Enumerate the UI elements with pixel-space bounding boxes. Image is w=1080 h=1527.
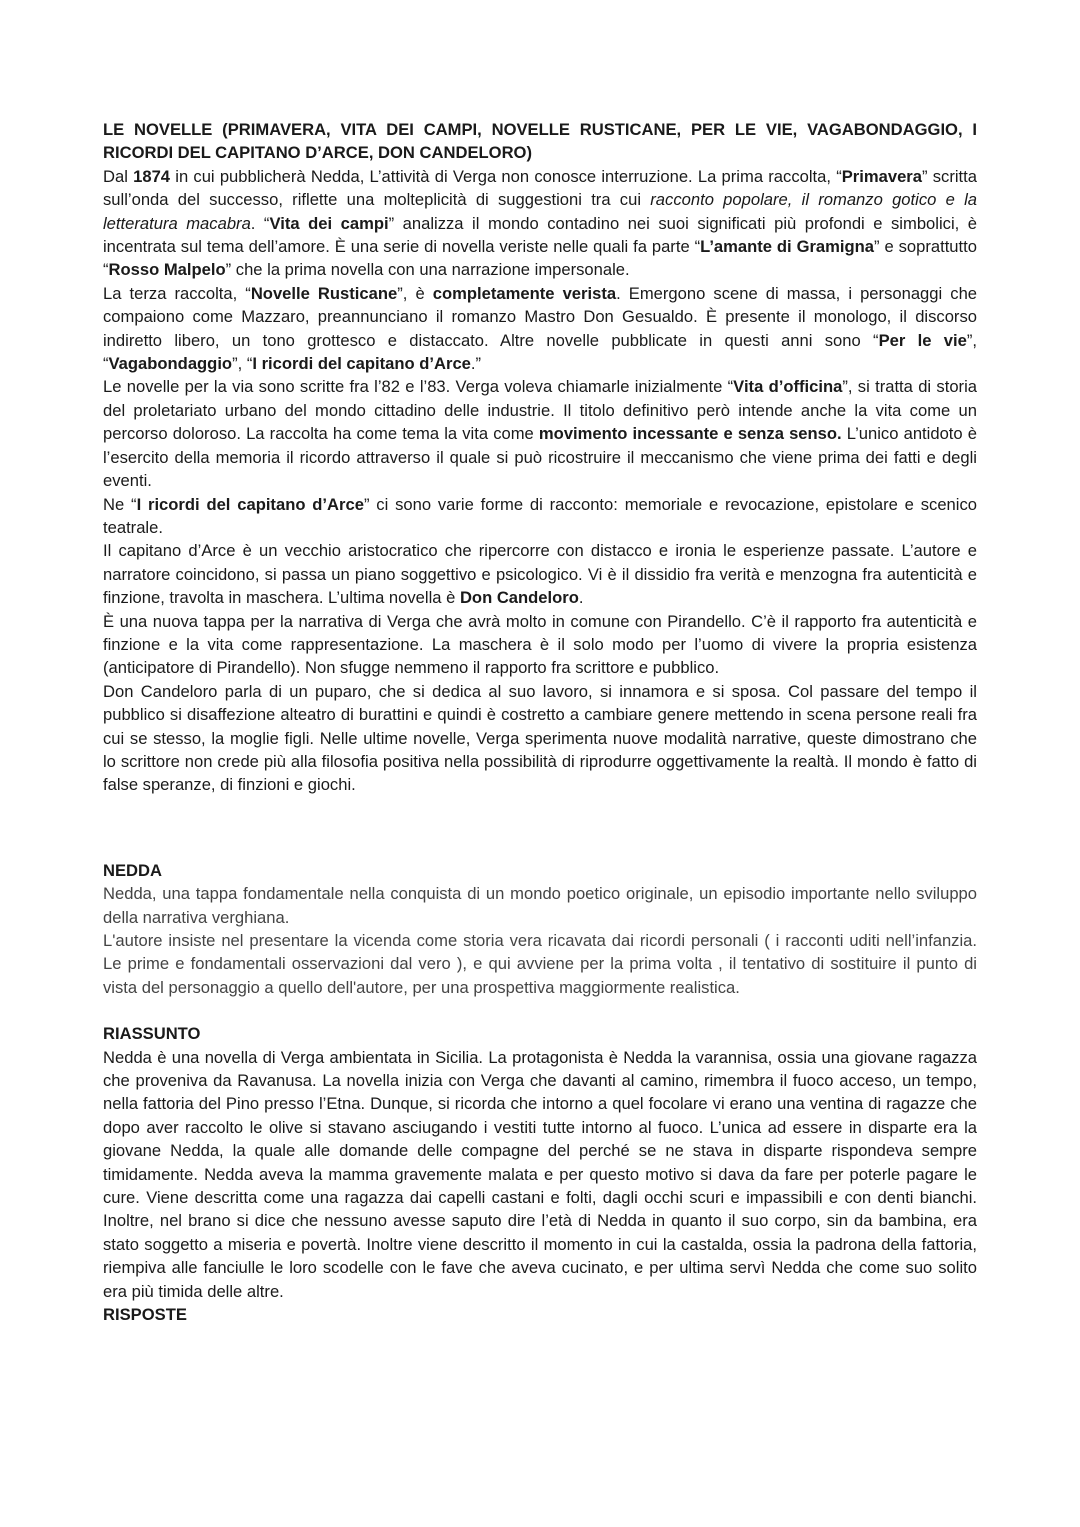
bold-text: movimento incessante e senza senso.: [538, 424, 842, 444]
section-title-riassunto: RIASSUNTO: [103, 1024, 201, 1044]
riassunto-paragraph: Nedda è una novella di Verga ambientata in Sicilia. La protagonista è Nedda la varannisa, ossia una giovane ragazza che proveniva da Ravanusa. La novella inizia con Verga che davanti al camino, rimembra il fuoco acceso, un tempo, nella fattoria del Pino presso l’Etna. Dunque, si ricorda che intorno a quel focolare vi erano una ventina di ragazze che dopo aver raccolto le olive si stavano asciugando i vestiti tutte intorno al fuoco. L’unica ad essere in disparte era la giovane Nedda, la quale alle domande delle compagne del perché se ne stava in disparte rispondeva sempre timidamente. Nedda aveva la mamma gravemente malata e per questo motivo si dava da fare per poterle pagare le cure. Viene descritta come una ragazza dai capelli castani e folti, dagli occhi scuri e impassibili e con denti bianchi. Inoltre, nel brano si dice che nessuno avesse saputo dire l’età di Nedda in quanto il suo corpo, sin da bambina, era stato soggetto a miseria e povertà. Inoltre viene descritto il momento in cui la castalda, ossia la padrona della fattoria, riempiva alle fanciulle le loro scodelle con le fave che aveva cucinato, e per ultima servì Nedda che come suo solito era più timida delle altre.: [103, 1047, 977, 1301]
text-run: ”, si tratta di storia del proletariato urbano del mondo cittadino delle industrie. Il titolo definitivo però intende anche la vita come un percorso doloroso. La raccolta ha come tema la vita come: [103, 377, 977, 444]
novelle-paragraph: [103, 680, 977, 797]
section-title-novelle: LE NOVELLE (PRIMAVERA, VITA DEI CAMPI, NOVELLE RUSTICANE, PER LE VIE, VAGABONDAGGIO, I RICORDI DEL CAPITANO D’ARCE, DON CANDELORO): [103, 120, 977, 163]
bold-text: completamente verista: [432, 283, 617, 303]
text-run: .”: [470, 354, 482, 374]
novelle-paragraph: [103, 610, 977, 680]
novelle-paragraph: [103, 539, 977, 609]
novelle-paragraphs: [103, 165, 977, 797]
text-run: La terza raccolta, “: [103, 283, 251, 303]
bold-text: Rosso Malpelo: [108, 260, 226, 280]
bold-text: Primavera: [841, 166, 922, 186]
text-run: ” ci sono varie forme di racconto: memoriale e revocazione, epistolare e scenico teatrale.: [103, 494, 977, 537]
bold-text: 1874: [133, 166, 171, 186]
bold-text: Vita dei campi: [269, 213, 389, 233]
bold-text: L’amante di Gramigna: [700, 237, 875, 257]
text-run: ” scritta sull’onda del successo, riflette una molteplicità di suggestioni tra cui: [103, 166, 977, 210]
novelle-paragraph: [103, 375, 977, 492]
text-run: .: [578, 588, 584, 608]
bold-text: I ricordi del capitano d’Arce: [136, 494, 364, 514]
italic-text: racconto popolare, il romanzo gotico e la letteratura macabra: [103, 190, 978, 233]
text-run: Il capitano d’Arce è un vecchio aristocratico che ripercorre con distacco e ironia le esperienze passate. L’autore e narratore coincidono, si passa un piano soggettivo e psicologico. Vi è il dissidio fra verità e menzogna fra autenticità e finzione, travolta in maschera. L’ultima novella è: [103, 541, 977, 608]
text-run: . Emergono scene di massa, i personaggi che compaiono come Mazzaro, preannunciano il romanzo Mastro Don Gesualdo. È presente il monologo, il discorso indiretto libero, un tono grottesco e distaccato. Altre novelle pubblicate in questi anni sono “: [103, 283, 978, 350]
text-run: in cui pubblicherà Nedda, L’attività di Verga non conosce interruzione. La prima raccolta, “: [170, 166, 842, 186]
bold-text: Per le vie: [878, 330, 967, 350]
section-title-nedda: NEDDA: [103, 860, 163, 880]
text-run: ” e soprattutto “: [103, 237, 977, 280]
text-run: ”, “: [103, 330, 977, 374]
text-run: ”, “: [232, 354, 253, 374]
bold-text: Vagabondaggio: [108, 354, 233, 374]
text-run: L’unico antidoto è l’esercito della memoria il ricordo attraverso il quale si può ricostruire il meccanismo che viene prima dei fatti e degli eventi.: [103, 424, 977, 491]
novelle-paragraph: [103, 165, 977, 282]
bold-text: Don Candeloro: [459, 588, 579, 608]
spacer: [103, 797, 977, 859]
section-nedda: [103, 859, 977, 999]
section-title-risposte: RISPOSTE: [103, 1305, 187, 1325]
text-run: Ne “: [103, 494, 137, 514]
text-run: . “: [250, 213, 270, 233]
text-run: ”, è: [397, 283, 433, 303]
bold-text: Novelle Rusticane: [250, 283, 398, 303]
document-page: [103, 118, 977, 1327]
text-run: Don Candeloro parla di un puparo, che si dedica al suo lavoro, si innamora e si sposa. Col passare del tempo il pubblico si disaffezione alteatro di burattini e quindi è costretto a cambiare genere mettendo in scena persone reali fra cui se stesso, la moglie figli. Nelle ultime novelle, Verga sperimenta nuove modalità narrative, queste dimostrano che lo scrittore non crede più alla filosofia positiva nella possibilità di riprodurre oggettivamente la realtà. Il mondo è fatto di false speranze, di finzioni e giochi.: [103, 681, 977, 795]
text-run: Dal: [103, 166, 134, 186]
section-novelle: [103, 118, 977, 797]
text-run: ” che la prima novella con una narrazione impersonale.: [225, 260, 630, 280]
text-run: Le novelle per la via sono scritte fra l’82 e l’83. Verga voleva chiamarle inizialmente “: [103, 377, 734, 397]
spacer: [103, 999, 977, 1022]
nedda-paragraph: L'autore insiste nel presentare la vicenda come storia vera ricavata dai ricordi personali ( i racconti uditi nell’infanzia. Le prime e fondamentali osservazioni dal vero ), e qui avviene per la prima volta , il tentativo di sostituire il punto di vista del personaggio a quello dell'autore, per una prospettiva maggiormente realistica.: [103, 931, 977, 997]
nedda-paragraph: Nedda, una tappa fondamentale nella conquista di un mondo poetico originale, un episodio importante nello sviluppo della narrativa verghiana.: [103, 884, 977, 927]
text-run: ” analizza il mondo contadino nei suoi significati più profondi e simbolici, è incentrata sul tema dell’amore. È una serie di novella veriste nelle quali fa parte “: [103, 213, 977, 257]
text-run: È una nuova tappa per la narrativa di Verga che avrà molto in comune con Pirandello. C’è il rapporto fra autenticità e finzione e la vita come rappresentazione. La maschera è il solo modo per l’uomo di vivere la propria esistenza (anticipatore di Pirandello). Non sfugge nemmeno il rapporto fra scrittore e pubblico.: [103, 611, 977, 678]
novelle-paragraph: [103, 282, 977, 376]
bold-text: Vita d’officina: [733, 377, 843, 397]
bold-text: I ricordi del capitano d’Arce: [252, 354, 471, 374]
section-riassunto: [103, 1022, 977, 1326]
novelle-paragraph: [103, 493, 977, 540]
